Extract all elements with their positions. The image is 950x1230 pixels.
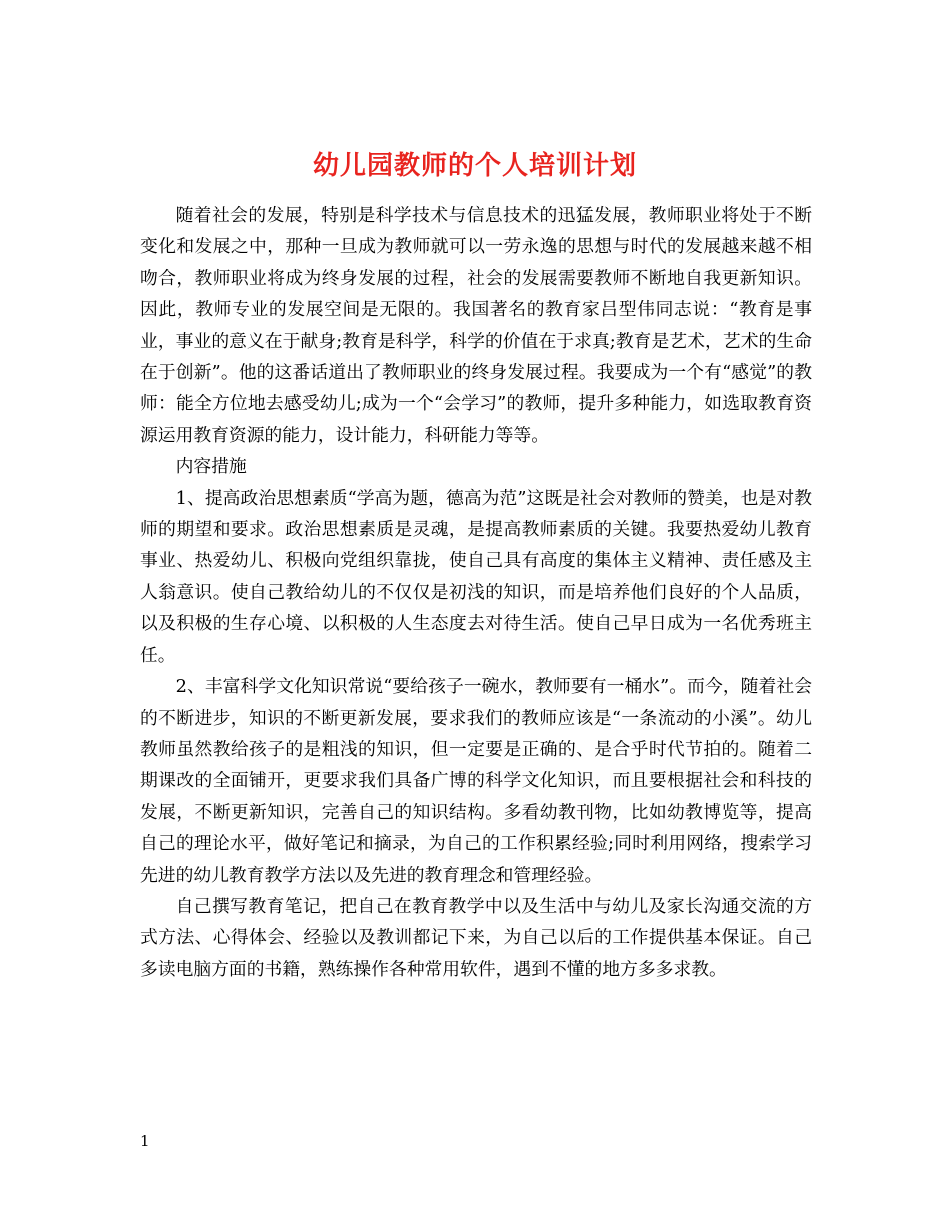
paragraph-intro: 随着社会的发展，特别是科学技术与信息技术的迅猛发展，教师职业将处于不断变化和发展之中，那种一旦成为教师就可以一劳永逸的思想与时代的发展越来越不相吻合，教师职业将成为终身发展的过程，社会的发展需要教师不断地自我更新知识。因此，教师专业的发展空间是无限的。我国著名的教育家吕型伟同志说：“教育是事业，事业的意义在于献身;教育是科学，科学的价值在于求真;教育是艺术，艺术的生命在于创新”。他的这番话道出了教师职业的终身发展过程。我要成为一个有“感觉”的教师：能全方位地去感受幼儿;成为一个“会学习”的教师，提升多种能力，如选取教育资源运用教育资源的能力，设计能力，科研能力等等。 (140, 205, 812, 446)
paragraph-political-quality: 1、提高政治思想素质“学高为题，德高为范”这既是社会对教师的赞美，也是对教师的期望和要求。政治思想素质是灵魂，是提高教师素质的关键。我要热爱幼儿教育事业、热爱幼儿、积极向党组织靠拢，使自己具有高度的集体主义精神、责任感及主人翁意识。使自己教给幼儿的不仅仅是初浅的知识，而是培养他们良好的个人品质，以及积极的生存心境、以积极的人生态度去对待生活。使自己早日成为一名优秀班主任。 (140, 487, 812, 666)
paragraph-knowledge: 2、丰富科学文化知识常说“要给孩子一碗水，教师要有一桶水”。而今，随着社会的不断进步，知识的不断更新发展，要求我们的教师应该是“一条流动的小溪”。幼儿教师虽然教给孩子的是粗浅的知识，但一定要是正确的、是合乎时代节拍的。随着二期课改的全面铺开，更要求我们具备广博的科学文化知识，而且要根据社会和科技的发展，不断更新知识，完善自己的知识结构。多看幼教刊物，比如幼教博览等，提高自己的理论水平，做好笔记和摘录，为自己的工作积累经验;同时利用网络，搜索学习先进的幼儿教育教学方法以及先进的教育理念和管理经验。 (140, 676, 812, 886)
section-heading-measures: 内容措施 (175, 456, 247, 478)
page-number: 1 (140, 1132, 150, 1150)
document-body (140, 200, 812, 985)
paragraph-notes-computer: 自己撰写教育笔记，把自己在教育教学中以及生活中与幼儿及家长沟通交流的方式方法、心得体会、经验以及教训都记下来，为自己以后的工作提供基本保证。自己多读电脑方面的书籍，熟练操作各种常用软件，遇到不懂的地方多多求教。 (140, 895, 812, 980)
document-title: 幼儿园教师的个人培训计划 (312, 151, 637, 182)
